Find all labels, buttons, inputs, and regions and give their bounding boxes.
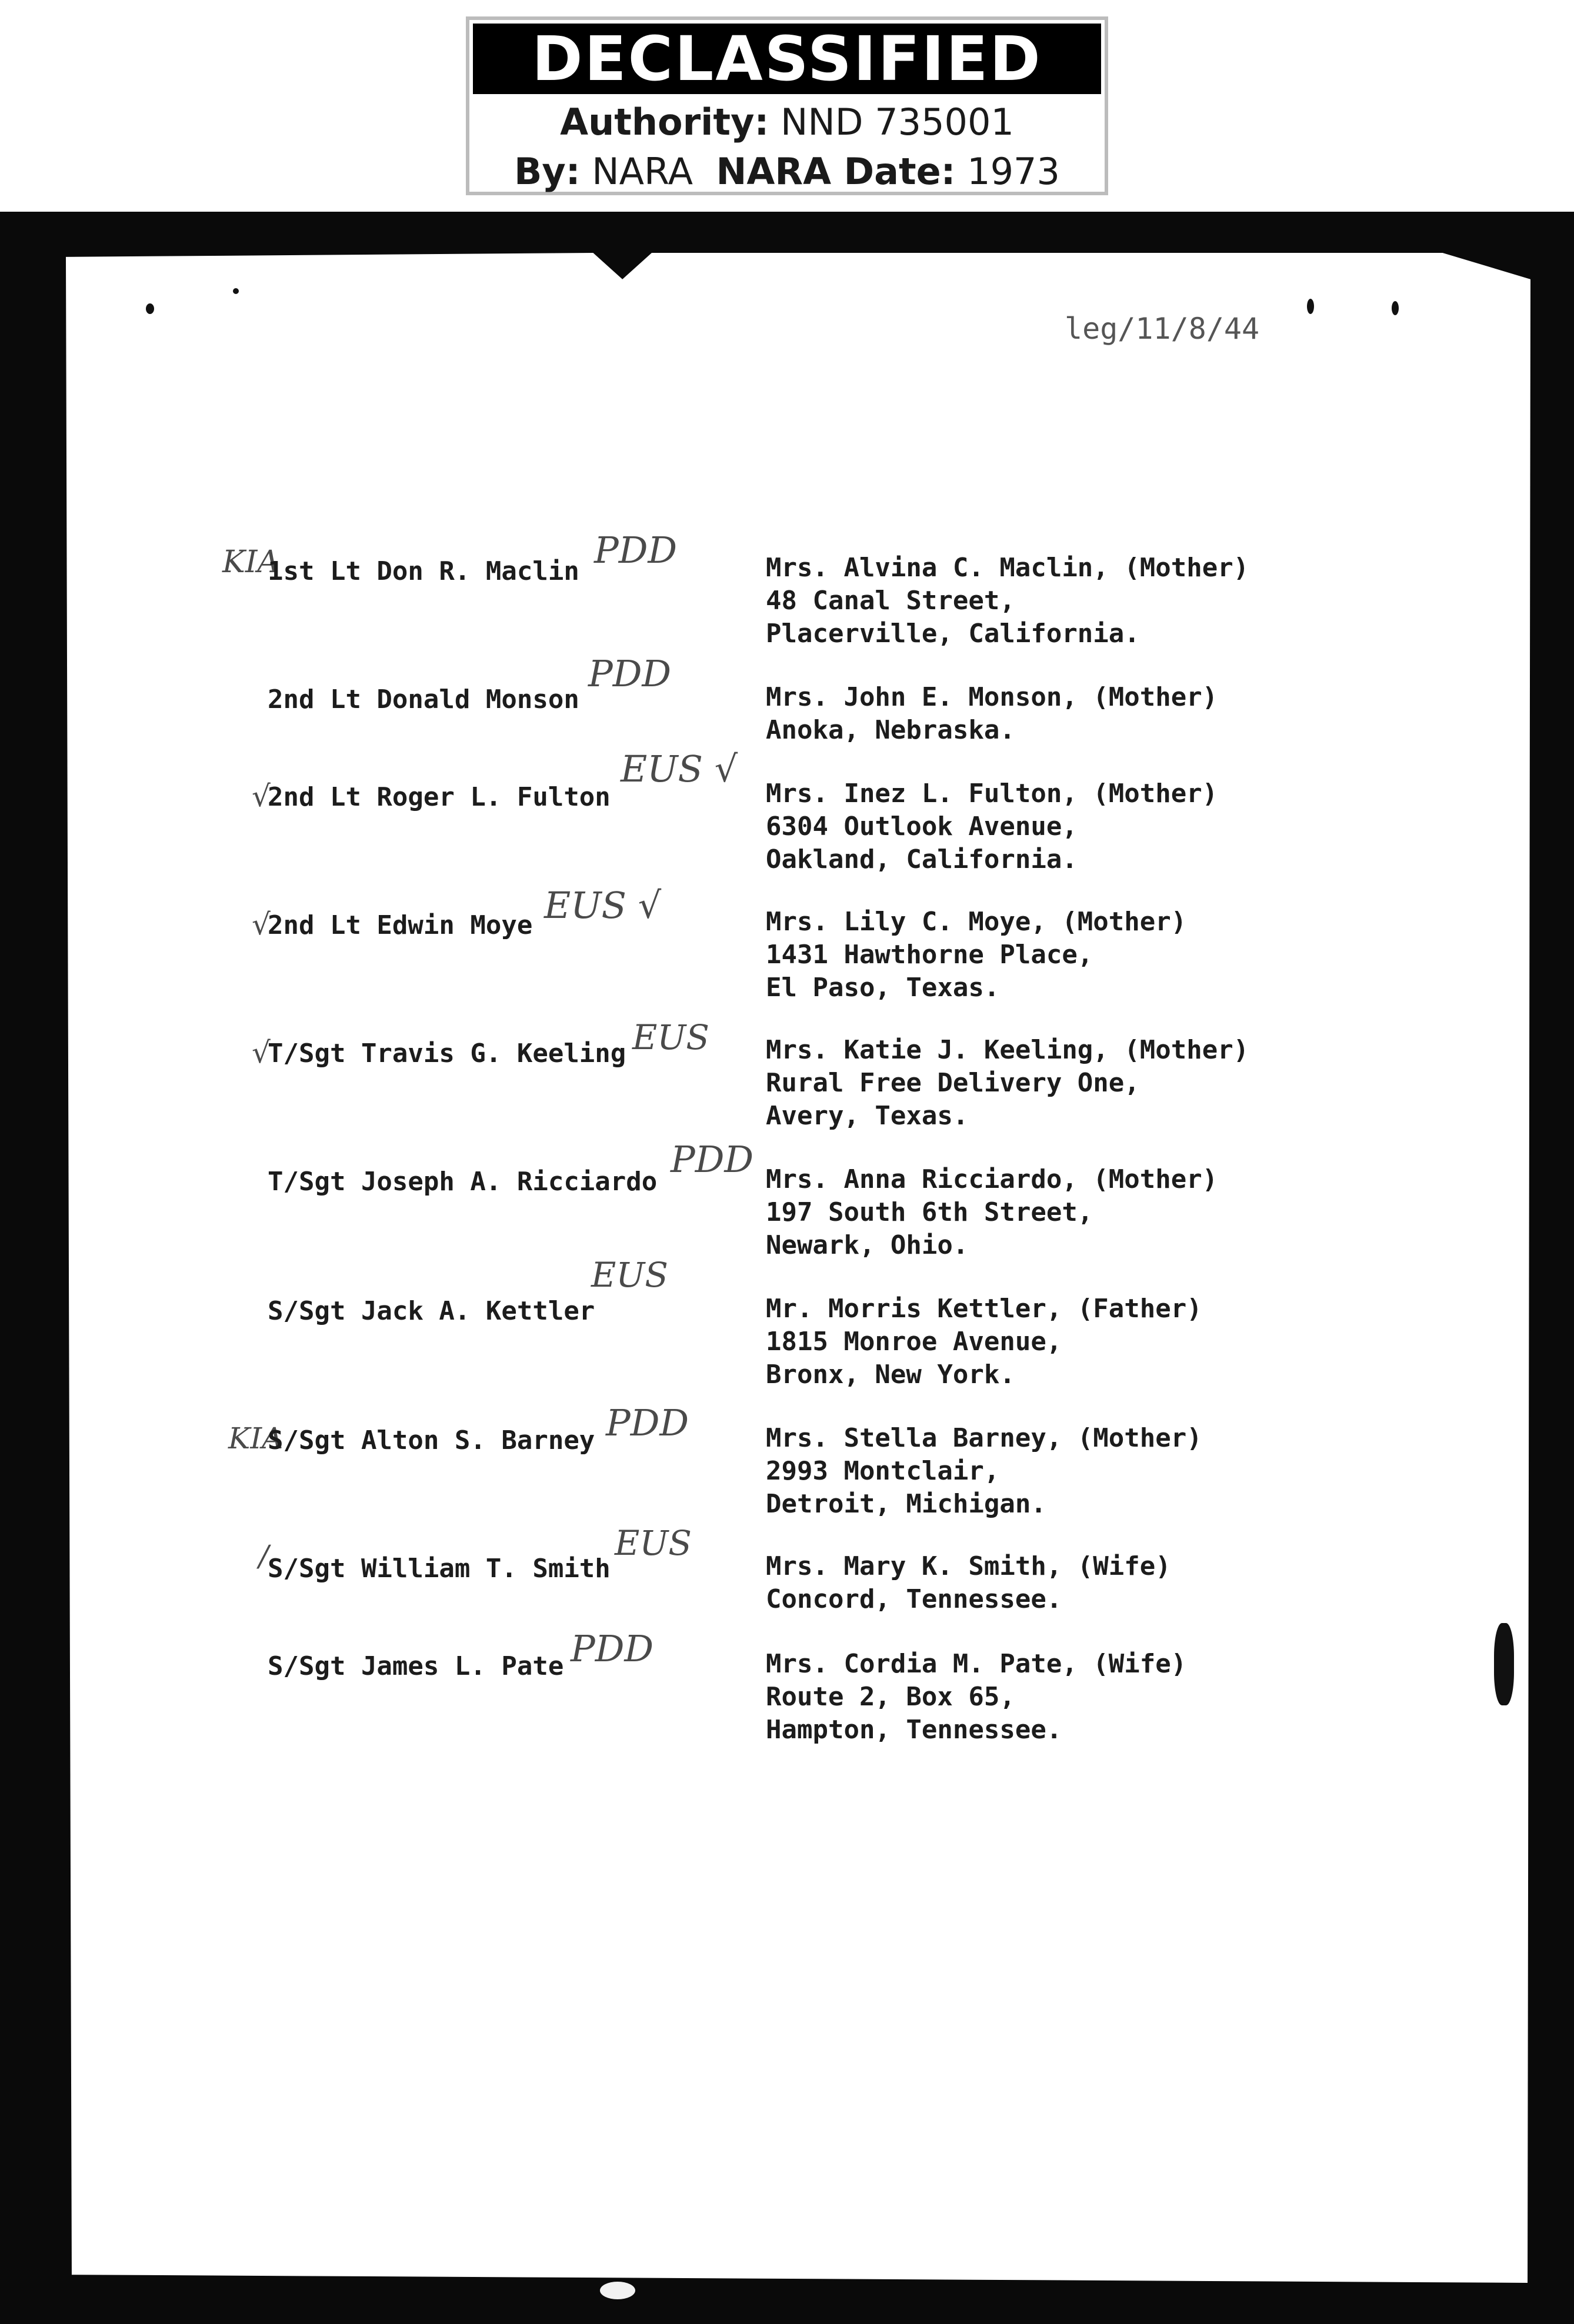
address-line: Anoka, Nebraska. — [766, 715, 1015, 745]
list-item-name: 2nd Lt Donald Monson — [268, 684, 579, 714]
address-line: 2993 Montclair, — [766, 1456, 1000, 1486]
handwritten-note: EUS √ — [544, 884, 662, 927]
address-line: Mrs. John E. Monson, (Mother) — [766, 682, 1218, 712]
list-item-address — [766, 552, 1249, 650]
handwritten-note: PDD — [571, 1627, 654, 1670]
handwritten-note: EUS — [591, 1255, 668, 1295]
list-item-address — [766, 1648, 1186, 1747]
list-item-name: 2nd Lt Edwin Moye — [268, 910, 533, 940]
address-line: Oakland, California. — [766, 844, 1078, 874]
address-line: Mrs. Cordia M. Pate, (Wife) — [766, 1649, 1187, 1679]
address-line: 1815 Monroe Avenue, — [766, 1327, 1062, 1357]
address-line: Mrs. Lily C. Moye, (Mother) — [766, 907, 1187, 937]
address-line: El Paso, Texas. — [766, 973, 1000, 1003]
list-item-address — [766, 1422, 1202, 1521]
address-line: Newark, Ohio. — [766, 1230, 969, 1260]
list-item-address — [766, 681, 1218, 747]
address-line: Mrs. Mary K. Smith, (Wife) — [766, 1551, 1171, 1581]
handwritten-note: PDD — [671, 1138, 754, 1181]
address-line: Mrs. Anna Ricciardo, (Mother) — [766, 1164, 1218, 1194]
list-item-address — [766, 906, 1186, 1004]
address-line: Rural Free Delivery One, — [766, 1068, 1140, 1098]
document-reference: leg/11/8/44 — [1065, 312, 1260, 346]
handwritten-note: EUS — [615, 1523, 692, 1563]
stamp-title: DECLASSIFIED — [473, 24, 1101, 94]
address-line: Avery, Texas. — [766, 1101, 969, 1131]
address-line: Mrs. Alvina C. Maclin, (Mother) — [766, 553, 1249, 583]
list-item-name: S/Sgt James L. Pate — [268, 1651, 564, 1681]
address-line: Bronx, New York. — [766, 1360, 1015, 1390]
date-label: NARA Date: — [716, 150, 956, 193]
handwritten-note: PDD — [606, 1401, 689, 1444]
margin-mark: √ — [252, 779, 271, 813]
list-item-name: S/Sgt Jack A. Kettler — [268, 1296, 595, 1326]
margin-mark: KIA — [228, 1421, 284, 1455]
list-item-address — [766, 1034, 1249, 1133]
address-line: Detroit, Michigan. — [766, 1489, 1046, 1519]
address-line: 1431 Hawthorne Place, — [766, 940, 1093, 970]
authority-value: NND 735001 — [781, 101, 1014, 143]
address-line: Mrs. Katie J. Keeling, (Mother) — [766, 1035, 1249, 1065]
by-label: By: — [514, 150, 581, 193]
by-value: NARA — [592, 150, 693, 193]
authority-label: Authority: — [560, 101, 769, 143]
handwritten-note: PDD — [588, 652, 672, 695]
list-item-name: 1st Lt Don R. Maclin — [268, 556, 579, 586]
margin-mark: KIA — [222, 545, 279, 580]
list-item-address — [766, 777, 1218, 876]
address-line: 197 South 6th Street, — [766, 1197, 1093, 1227]
address-line: Concord, Tennessee. — [766, 1584, 1062, 1614]
address-line: 6304 Outlook Avenue, — [766, 812, 1078, 842]
handwritten-note: PDD — [594, 529, 678, 572]
address-line: 48 Canal Street, — [766, 586, 1015, 616]
list-item-name: S/Sgt William T. Smith — [268, 1554, 611, 1584]
margin-mark: / — [259, 1539, 269, 1573]
address-line: Mr. Morris Kettler, (Father) — [766, 1294, 1202, 1324]
address-line: Mrs. Stella Barney, (Mother) — [766, 1423, 1202, 1453]
address-line: Hampton, Tennessee. — [766, 1715, 1062, 1745]
margin-mark: √ — [252, 907, 271, 941]
list-item-name: S/Sgt Alton S. Barney — [268, 1425, 595, 1455]
list-item-address — [766, 1163, 1218, 1262]
list-item-name: T/Sgt Travis G. Keeling — [268, 1039, 626, 1068]
list-item-name: 2nd Lt Roger L. Fulton — [268, 782, 611, 812]
address-line: Mrs. Inez L. Fulton, (Mother) — [766, 779, 1218, 809]
handwritten-note: EUS — [632, 1017, 709, 1057]
handwritten-note: EUS √ — [621, 747, 738, 790]
list-item-address — [766, 1293, 1202, 1391]
address-line: Route 2, Box 65, — [766, 1682, 1015, 1712]
list-item-address — [766, 1550, 1171, 1616]
margin-mark: √ — [252, 1036, 271, 1070]
list-item-name: T/Sgt Joseph A. Ricciardo — [268, 1167, 658, 1197]
address-line: Placerville, California. — [766, 619, 1140, 649]
date-value: 1973 — [967, 150, 1060, 193]
